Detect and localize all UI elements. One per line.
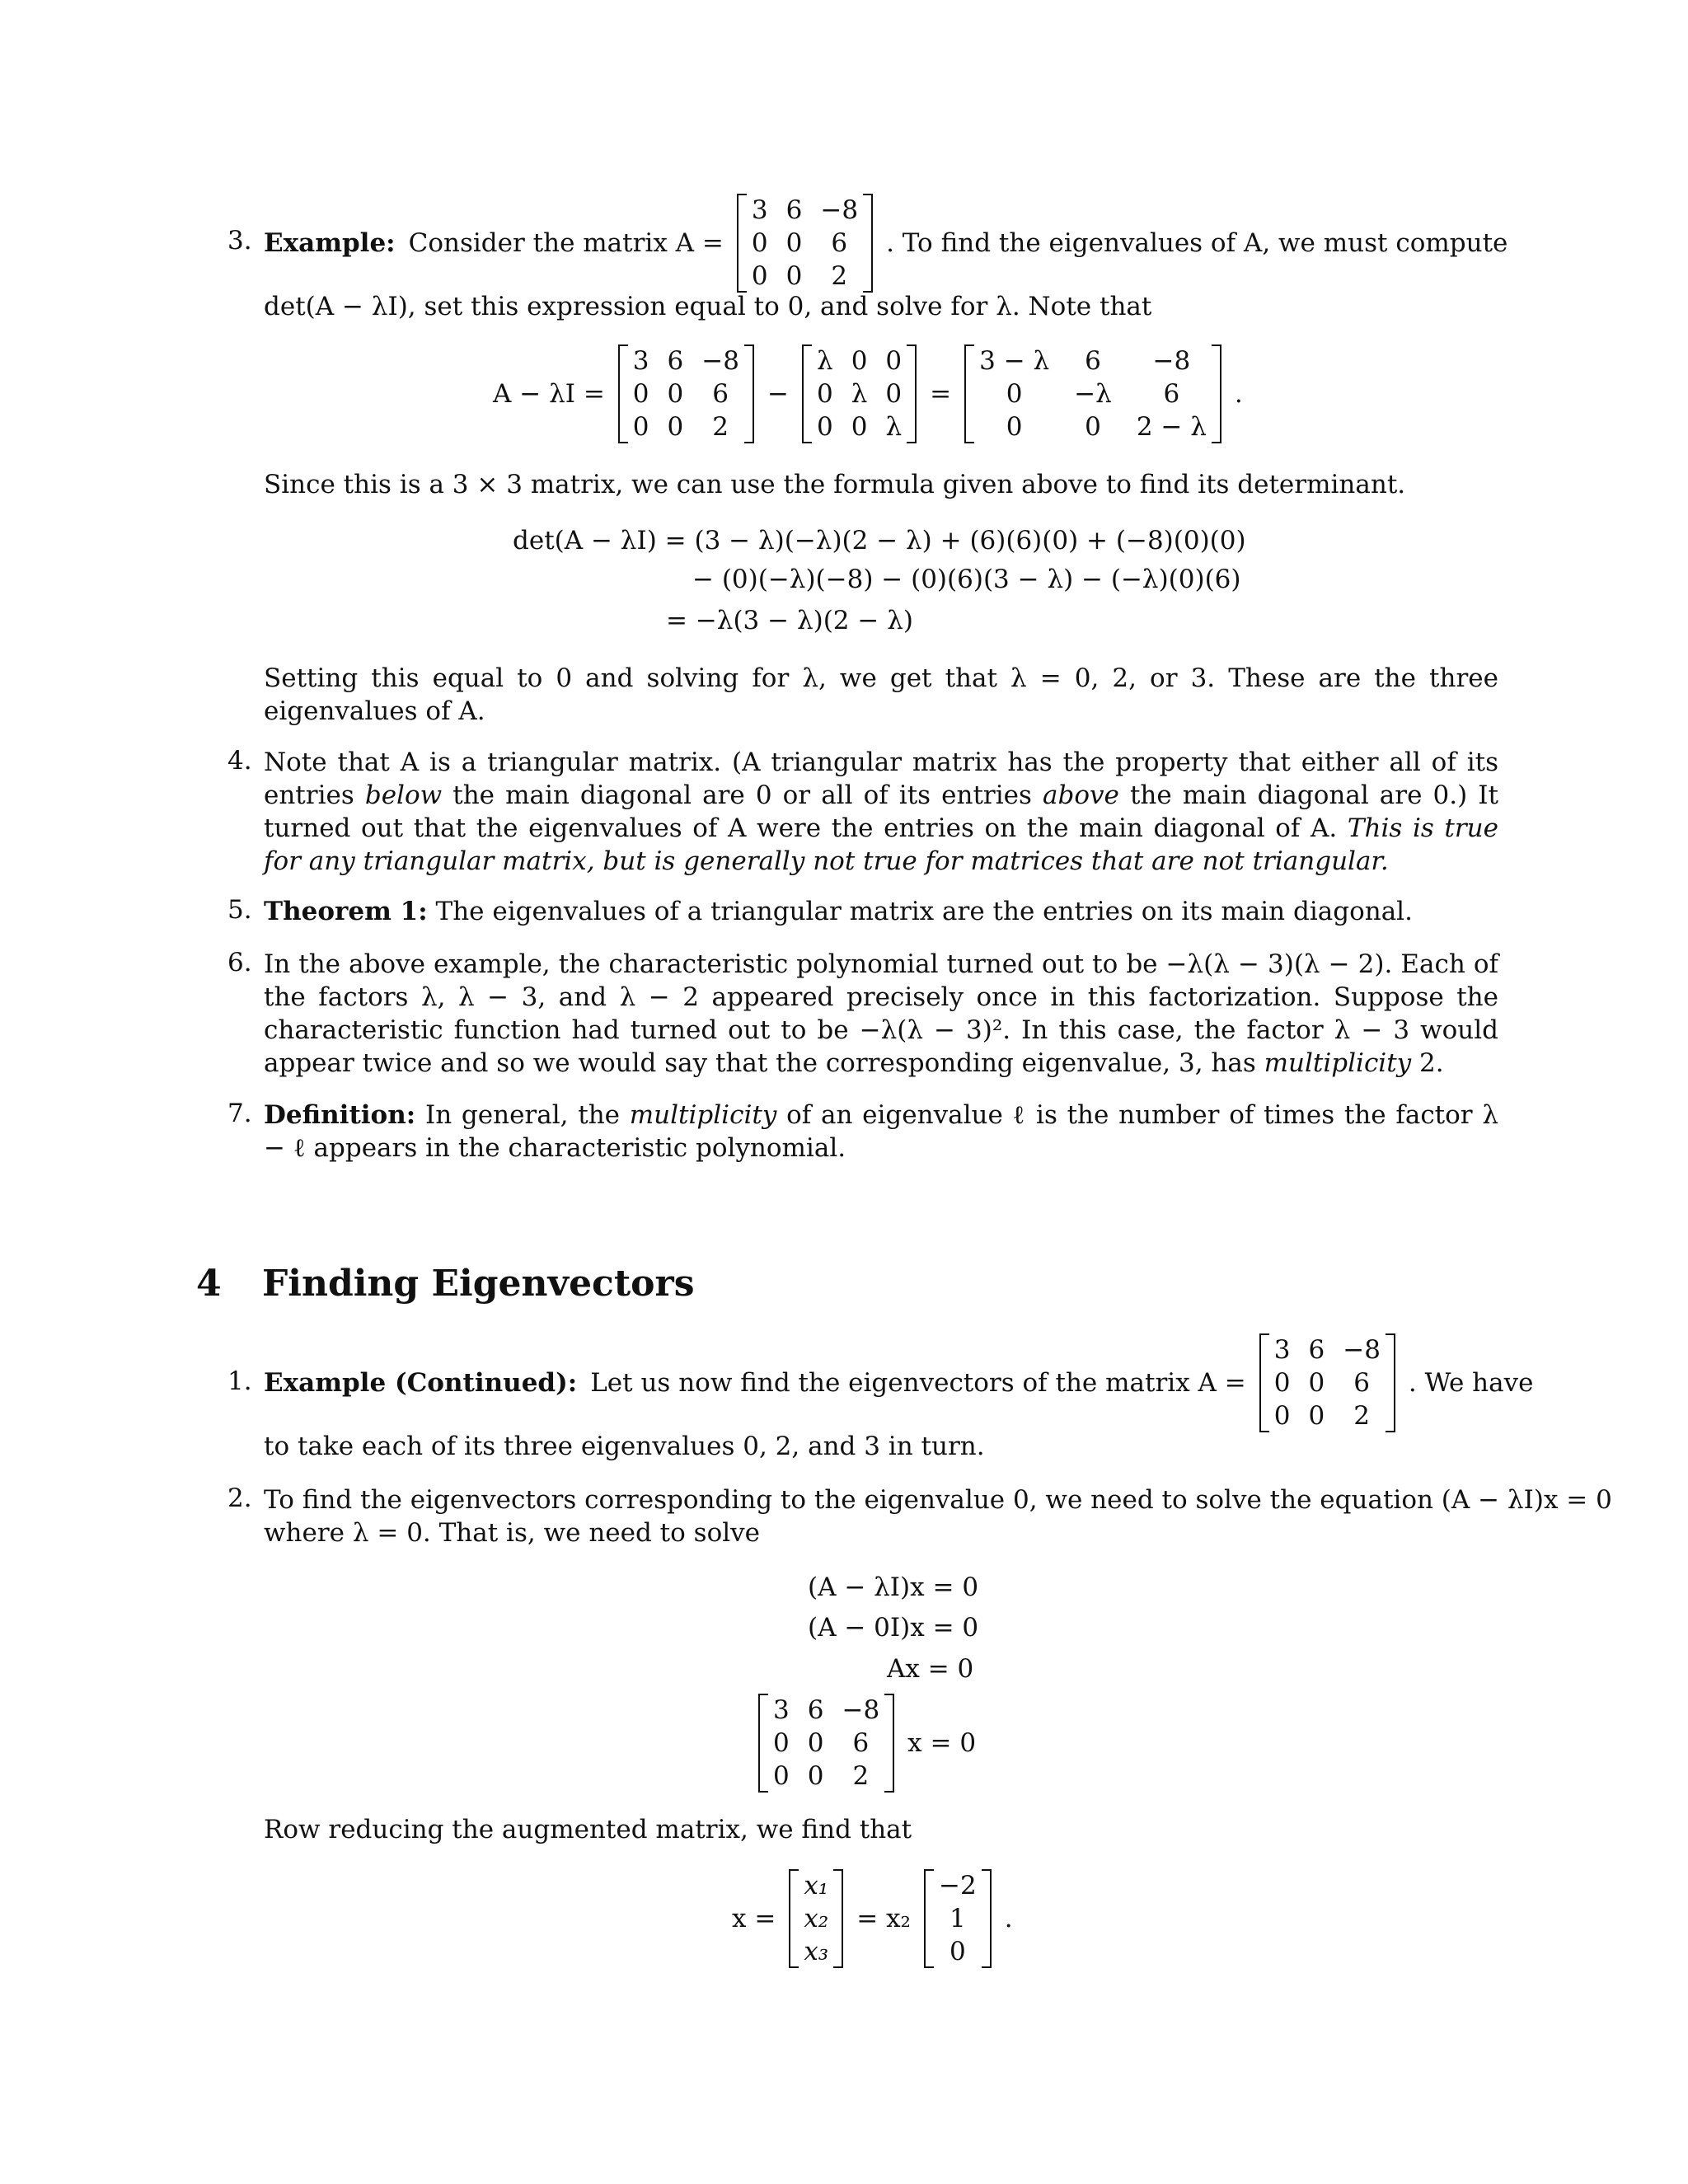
setting-text: Setting this equal to 0 and solving for λ, we get that λ = 0, 2, or 3. These are the three eigenvalues of A. [264, 663, 1498, 726]
section-number: 4 [196, 1263, 222, 1305]
minus-sign: − [767, 379, 789, 409]
s4-item2-line2: where λ = 0. That is, we need to solve [264, 1518, 761, 1548]
since-text: Since this is a 3 × 3 matrix, we can use the formula given above to find its determinant. [264, 470, 1406, 499]
eq1: (A − λI)x = 0 [808, 1572, 979, 1602]
matrix-A [737, 194, 873, 293]
eigenvector: −2 1 0 [924, 1869, 992, 1968]
eq-lhs: A − λI = [493, 379, 605, 409]
item4-paragraph: Note that A is a triangular matrix. (A triangular matrix has the property that either all of its entries below the main diagonal are 0 or all of its entries above the main diagonal are 0.) It turned out that the eigenvalues of A were the entries on the main diagonal of A. This is true for any triangular matrix, but is generally not true for matrices that are not triangular. [264, 748, 1498, 876]
item5-number: 5. [227, 895, 252, 925]
s4-item2-line1: To find the eigenvectors corresponding to the eigenvalue 0, we need to solve the equation (A − λI)x = 0 [264, 1485, 1612, 1515]
s4-item1-text-a: Let us now find the eigenvectors of the matrix A = [590, 1368, 1246, 1398]
right-bracket [863, 194, 873, 293]
eq-A-minus-lambdaI [493, 344, 1243, 443]
period: . [1234, 379, 1243, 409]
eq3: Ax = 0 [887, 1654, 974, 1684]
matrix-A: 3 6 −8 0 0 6 0 0 2 [618, 344, 754, 443]
multiplicity-emphasis: multiplicity [1264, 1048, 1412, 1078]
sol-mid: = x₂ [856, 1904, 911, 1933]
item3-text-a: Consider the matrix A = [408, 228, 724, 258]
matrix-A-entries: 3 6 −8 0 0 6 0 0 2 [751, 195, 859, 291]
item3-line2: det(A − λI), set this expression equal to 0, and solve for λ. Note that [264, 292, 1152, 321]
item4-emphasis: This is true for any triangular matrix, but is generally not true for matrices that are not triangular. [264, 813, 1498, 876]
left-bracket [737, 194, 747, 293]
item6-paragraph: In the above example, the characteristic polynomial turned out to be −λ(λ − 3)(λ − 2). Each of the factors λ, λ − 3, and λ − 2 appeared precisely once in this factorization. Suppose the characteristic function had turned out to be −λ(λ − 3)². In this case, the factor λ − 3 would appear twice and so we would say that the corresponding eigenvalue, 3, has multiplicity 2. [264, 949, 1498, 1078]
below-emphasis: below [364, 780, 443, 810]
section-title: Finding Eigenvectors [262, 1263, 695, 1305]
matrix-A: 3 6 −8 0 0 6 0 0 2 [1259, 1333, 1395, 1432]
vector-x: x₁ x₂ x₃ [789, 1869, 843, 1968]
matrix-lambdaI: λ 0 0 0 λ 0 0 0 λ [802, 344, 917, 443]
above-emphasis: above [1043, 780, 1119, 810]
theorem-1: Theorem 1: The eigenvalues of a triangular matrix are the entries on its main diagonal. [264, 897, 1413, 926]
s4-item1-label: Example (Continued): [264, 1368, 578, 1398]
item3-first-line [264, 194, 1507, 293]
eq4-rhs: x = 0 [907, 1728, 977, 1758]
s4-item1-first-line [264, 1333, 1533, 1432]
eq4 [758, 1694, 976, 1793]
solution-equation [732, 1869, 1013, 1968]
definition: Definition: In general, the multiplicity of an eigenvalue ℓ is the number of times the factor λ − ℓ appears in the characteristic polynomial. [264, 1100, 1499, 1163]
period: . [1004, 1904, 1013, 1933]
multiplicity-emphasis: multiplicity [629, 1100, 777, 1130]
det-line-2: − (0)(−λ)(−8) − (0)(6)(3 − λ) − (−λ)(0)(6) [692, 565, 1241, 594]
s4-item1-text-b: . We have [1408, 1368, 1534, 1398]
item7-number: 7. [227, 1099, 252, 1128]
det-line-3: = −λ(3 − λ)(2 − λ) [666, 606, 913, 635]
row-reducing-text: Row reducing the augmented matrix, we find that [264, 1815, 912, 1844]
matrix-A-minus-lambdaI: 3 − λ 6 −8 0 −λ 6 0 0 2 − λ [964, 344, 1221, 443]
sol-lhs: x = [732, 1904, 776, 1933]
matrix-A: 3 6 −8 0 0 6 0 0 2 [758, 1694, 894, 1793]
s4-item2-number: 2. [227, 1483, 252, 1513]
item3-label: Example: [264, 228, 396, 258]
s4-item1-number: 1. [227, 1366, 252, 1396]
s4-item1-line2: to take each of its three eigenvalues 0, 2, and 3 in turn. [264, 1432, 985, 1461]
item3-text-b: . To find the eigenvalues of A, we must compute [886, 228, 1508, 258]
item4-number: 4. [227, 746, 252, 776]
eq2: (A − 0I)x = 0 [808, 1613, 979, 1643]
item6-number: 6. [227, 948, 252, 977]
equals-sign: = [930, 379, 952, 409]
item3-number: 3. [227, 226, 252, 255]
det-line-1: det(A − λI) = (3 − λ)(−λ)(2 − λ) + (6)(6)(0) + (−8)(0)(0) [513, 526, 1246, 555]
